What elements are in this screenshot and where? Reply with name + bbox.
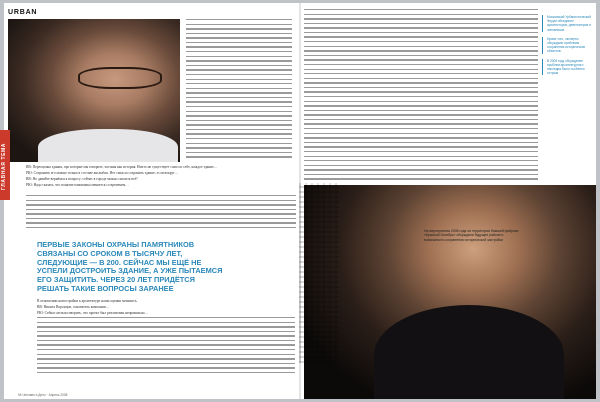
paragraph: ВВ: Переоценка здания, про которые мы говорите, частная как история. Ничто не существует само по себе, каждое здание… [26, 165, 218, 169]
section-side-strip [0, 130, 10, 200]
sidebar-notes [542, 15, 594, 80]
side-strip-label: ГЛАВНАЯ ТЕМА [1, 142, 7, 190]
interview-text-top [26, 165, 296, 189]
portrait-photo-left [8, 19, 180, 162]
paragraph: РЮ: Сохранить его можно только в составе ансамбля. Нет смысла сохранять здание, если вокруг… [26, 170, 179, 175]
paragraph: РЮ: Надо сказать, что понятие памятника меняется со временем… [26, 182, 129, 187]
sidebar-note: Московский Урбанистический Форум объединил архитекторов, девелоперов и чиновников. [542, 15, 594, 32]
paragraph: РЮ: Сейчас нельзя говорить, что проект был реализован неправильно… [37, 310, 149, 315]
photo-caption: На мероприятии 2008 года на территории бывшей фабрики «Красный Октябрь» обсуждали будущее района и возможность сохранения исторической застройки [424, 229, 519, 242]
paragraph: ВВ: Но давайте вернёмся к вопросу: сейчас в городе можно сносить всё? [26, 176, 138, 181]
sidebar-note: Кроме того, эксперты обсуждали проблемы сохранения исторических объектов. [542, 37, 594, 54]
interview-text-bottom [37, 299, 295, 317]
sidebar-note: В 2008 году обсуждение проблем архитектурного наследия было особенно острым. [542, 59, 594, 76]
pull-quote: ПЕРВЫЕ ЗАКОНЫ ОХРАНЫ ПАМЯТНИКОВ СВЯЗАНЫ СО СРОКОМ В ТЫСЯЧУ ЛЕТ, СЛЕДУЮЩИЕ — В 200. СЕЙЧАС МЫ ЕЩЁ НЕ УСПЕЛИ ДОСТРОИТЬ ЗДАНИЕ, А УЖЕ ПЫТАЕМСЯ ЕГО ЗАЩИТИТЬ. ЧЕРЕЗ 20 ЛЕТ ПРИДЁТСЯ РЕШАТЬ ТАКИЕ ВОПРОСЫ ЗАРАНЕЕ [37, 240, 223, 293]
magazine-spread [4, 3, 596, 399]
body-text-right [304, 9, 538, 183]
paragraph: В отношении новостройки к архитектуре наши оценки менялись. [37, 299, 138, 303]
portrait-photo-right [304, 185, 596, 399]
section-tag: URBAN [8, 9, 38, 16]
interview-lines-top [26, 195, 296, 232]
page-footer: 94 Человек и Дело · Апрель 2008 [18, 393, 68, 397]
body-text-column-1 [186, 19, 292, 161]
pixel-transition [299, 183, 339, 363]
paragraph: ВВ: Никита Воронцов, основатель компании… [37, 304, 110, 309]
glasses-detail [78, 67, 162, 89]
interview-lines-bottom [37, 317, 295, 377]
shirt-detail [38, 129, 178, 162]
coat-detail [374, 305, 564, 399]
